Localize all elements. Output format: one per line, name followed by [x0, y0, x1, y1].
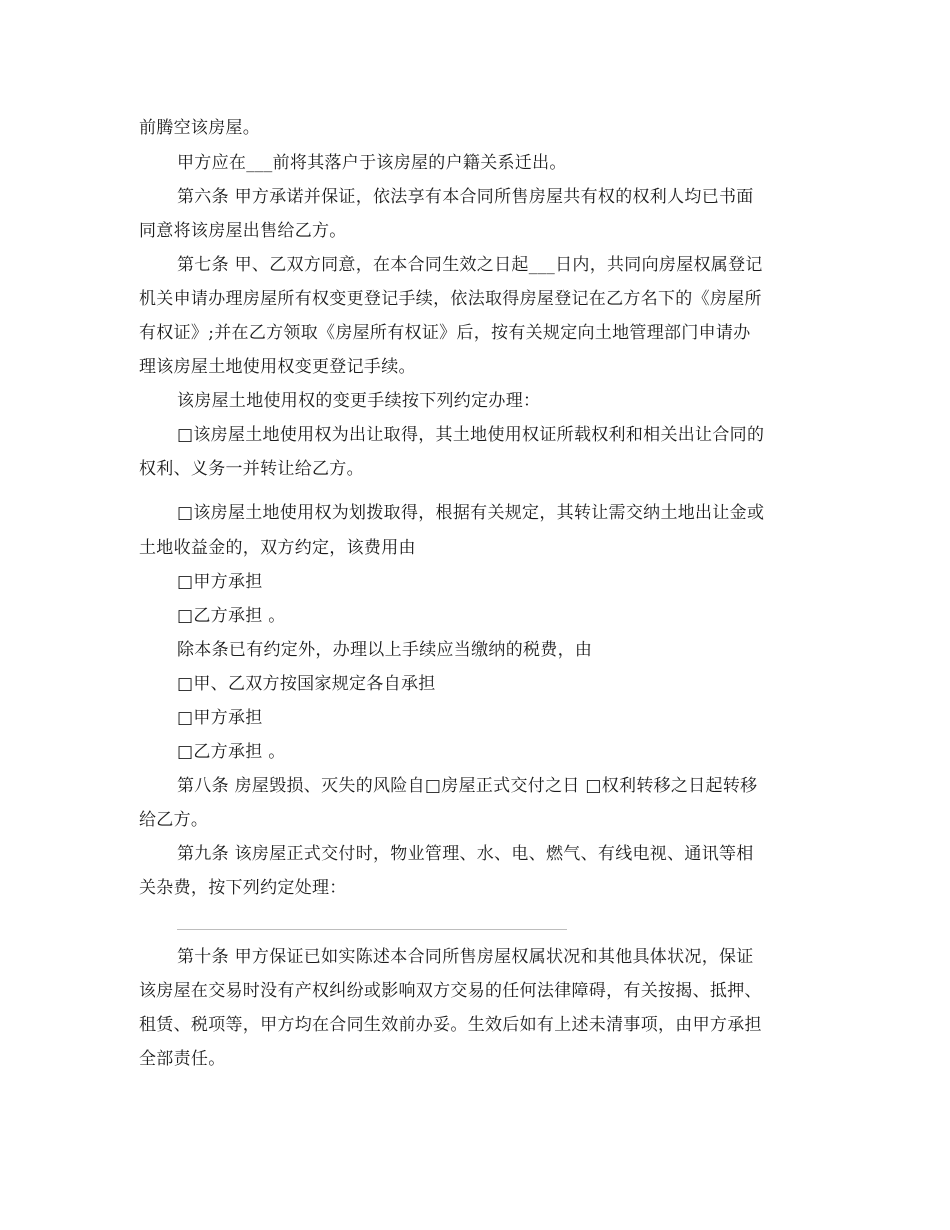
- text-line: 前腾空该房屋。: [139, 118, 261, 138]
- text-line: 理该房屋土地使用权变更登记手续。: [139, 357, 416, 377]
- text-line: □该房屋土地使用权为出让取得，其土地使用权证所载权利和相关出让合同的: [177, 425, 765, 445]
- text-line: □甲方承担: [177, 572, 263, 592]
- text-line: □甲方承担: [177, 708, 263, 728]
- separator-rule: [177, 929, 567, 930]
- text-line: 同意将该房屋出售给乙方。: [139, 221, 347, 241]
- text-line: 权利、义务一并转让给乙方。: [139, 459, 364, 479]
- text-line: □该房屋土地使用权为划拨取得，根据有关规定，其转让需交纳土地出让金或: [177, 503, 765, 523]
- text-line: 第六条 甲方承诺并保证，依法享有本合同所售房屋共有权的权利人均已书面: [177, 187, 754, 207]
- text-line: 该房屋土地使用权的变更手续按下列约定办理：: [177, 391, 541, 411]
- text-line: 机关申请办理房屋所有权变更登记手续，依法取得房屋登记在乙方名下的《房屋所: [139, 289, 762, 309]
- text-line: □乙方承担 。: [177, 742, 286, 762]
- text-line: 全部责任。: [139, 1049, 226, 1069]
- text-line: 给乙方。: [139, 810, 209, 830]
- text-line: 有权证》;并在乙方领取《房屋所有权证》后，按有关规定向土地管理部门申请办: [139, 323, 751, 343]
- text-line: 第八条 房屋毁损、灭失的风险自□房屋正式交付之日 □权利转移之日起转移: [177, 776, 758, 796]
- text-line: 关杂费，按下列约定处理：: [139, 878, 347, 898]
- text-line: 第十条 甲方保证已如实陈述本合同所售房屋权属状况和其他具体状况，保证: [177, 947, 754, 967]
- text-line: 甲方应在___前将其落户于该房屋的户籍关系迁出。: [177, 153, 567, 173]
- text-line: 土地收益金的，双方约定，该费用由: [139, 538, 416, 558]
- text-line: □乙方承担 。: [177, 606, 286, 626]
- text-line: 除本条已有约定外，办理以上手续应当缴纳的税费，由: [177, 640, 593, 660]
- text-line: 第七条 甲、乙双方同意，在本合同生效之日起___日内，共同向房屋权属登记: [177, 255, 763, 275]
- text-line: 该房屋在交易时没有产权纠纷或影响双方交易的任何法律障碍，有关按揭、抵押、: [139, 981, 762, 1001]
- text-line: □甲、乙双方按国家规定各自承担: [177, 674, 436, 694]
- text-line: 租赁、税项等，甲方均在合同生效前办妥。生效后如有上述未清事项，由甲方承担: [139, 1015, 762, 1035]
- text-line: 第九条 该房屋正式交付时，物业管理、水、电、燃气、有线电视、通讯等相: [177, 844, 754, 864]
